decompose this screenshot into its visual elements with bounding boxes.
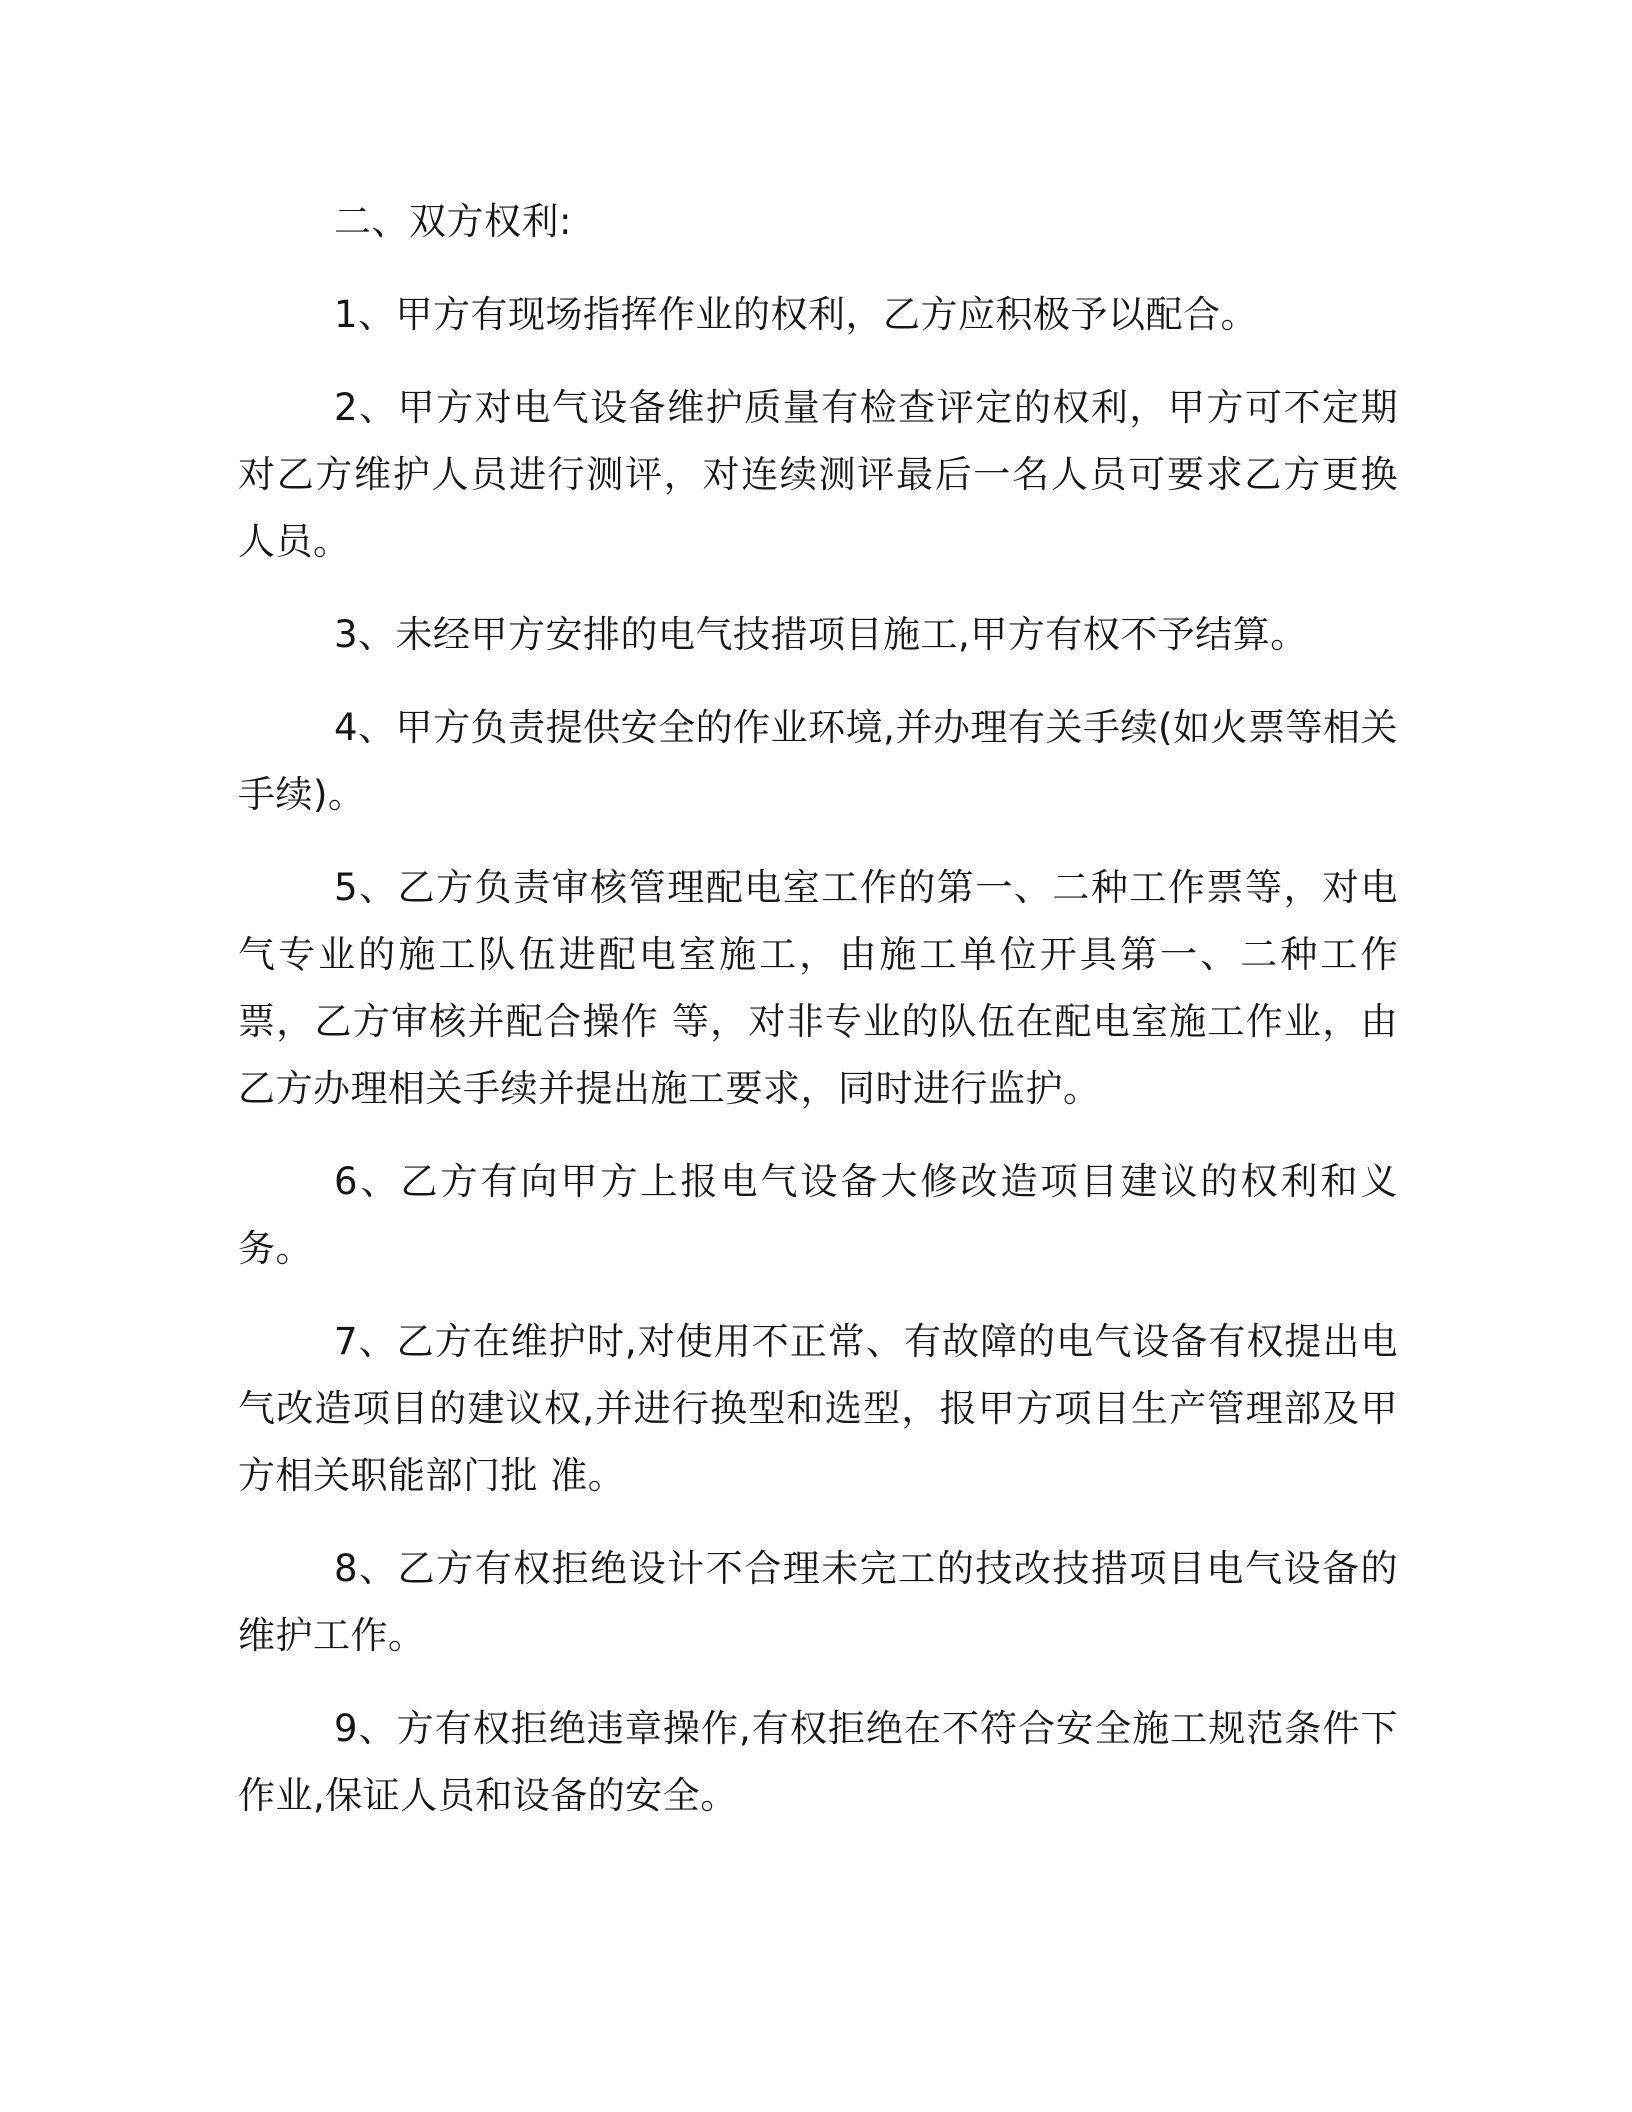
clause-1: 1、甲方有现场指挥作业的权利，乙方应积极予以配合。 [334,293,1259,336]
clause-6: 6、乙方有向甲方上报电气设备大修改造项目建议的权利和义务。 [238,1160,1398,1270]
document-body [238,188,1398,1855]
clause-7: 7、乙方在维护时,对使用不正常、有故障的电气设备有权提出电气改造项目的建议权,并进行换型和选型，报甲方项目生产管理部及甲方相关职能部门批 准。 [238,1320,1398,1497]
clause-5: 5、乙方负责审核管理配电室工作的第一、二种工作票等，对电气专业的施工队伍进配电室施工，由施工单位开具第一、二种工作票，乙方审核并配合操作 等，对非专业的队伍在配电室施工作业，由乙方办理相关手续并提出施工要求，同时进行监护。 [238,866,1398,1110]
clause-2: 2、甲方对电气设备维护质量有检查评定的权利，甲方可不定期对乙方维护人员进行测评，对连续测评最后一名人员可要求乙方更换人员。 [238,386,1398,563]
clause-3: 3、未经甲方安排的电气技措项目施工,甲方有权不予结算。 [334,613,1308,656]
section-heading: 二、双方权利: [334,200,572,243]
clause-8: 8、乙方有权拒绝设计不合理未完工的技改技措项目电气设备的维护工作。 [238,1547,1398,1657]
clause-9: 9、方有权拒绝违章操作,有权拒绝在不符合安全施工规范条件下作业,保证人员和设备的安全。 [238,1707,1398,1817]
clause-4: 4、甲方负责提供安全的作业环境,并办理有关手续(如火票等相关手续)。 [238,706,1398,816]
